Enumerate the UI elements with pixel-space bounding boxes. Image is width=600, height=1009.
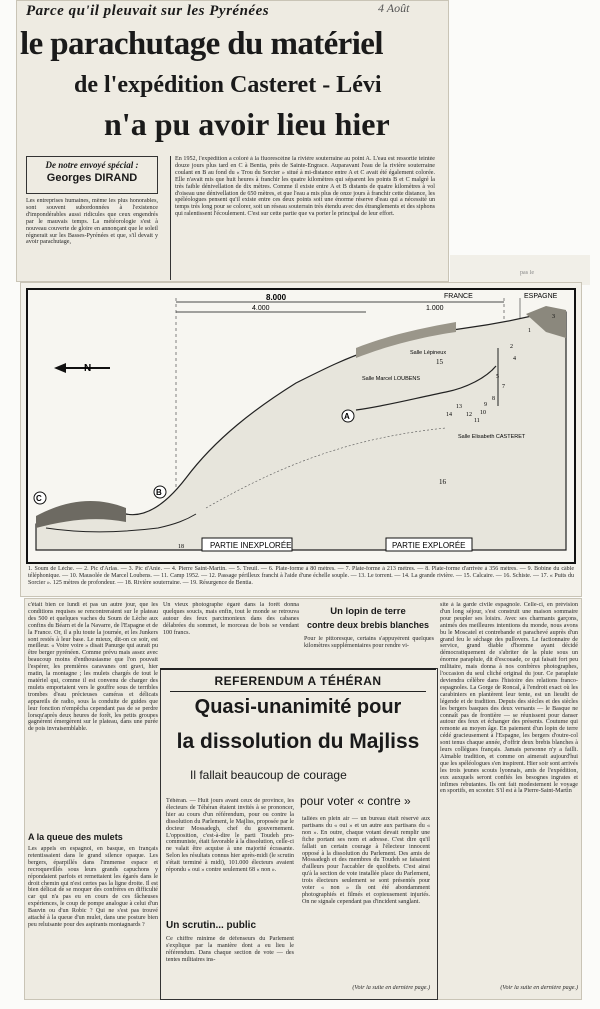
column-4-continued: (Voir la suite en dernière page.) [500,985,578,991]
column-1: c'était bien ce lundi et pas un autre jour, que les conditions requises se rencontreraient sur le plateau des 500 et quelques vaches du Soum de Lèche aux confins du Béarn et de la Navarre, de l'Espagne et de la France. Or, il a plu toute la journée, et les Junkers sont restés à leur base. Le mieux, dit-on ce soir, est meilleur. « Voire voire » disait Panurge qui aurait pu être berger pyrénéen. Comme prévu mais assez avec beaucoup moins d'enthousiasme que l'on pouvait l'espérer, les premières caravanes ont gravi, hier matin, la montagne ; les mulets chargés de tout le matériel qui, comme il est convenu de charger des mulets emportaient vers le gouffre sous de terribles trombes d'eau précieuses caméras et délicats appareils de radio, sous la conduite de guides que leur fonction n'empêcha cependant pas de se perdre lorsqu'après deux heures de forêt, les petits groupes gagnèrent émergèrent sur le plateau, dans une purée de pois invraisemblable. [28,602,158,733]
mid-subhead-1: Un lopin de terre [330,606,406,617]
num-11: 11 [474,418,480,424]
date-handwritten: 4 Août [378,1,410,15]
byline-label: De notre envoyé spécial : [45,160,139,170]
referendum-title-1: Quasi-unanimité pour [194,696,402,718]
point-c [34,492,46,504]
column-2-top: Un vieux photographe égaré dans la forêt donna quelques soucis, mais enfin, tout le monde se retrouva autour des feux parcimonieux dans des cabanes délabrées du sommet, le morceau de bois se vendant 100 francs. [163,602,299,636]
referendum-deck-1: Il fallait beaucoup de courage [190,768,347,782]
kicker: Parce qu'il pleuvait sur les Pyrénées [26,3,270,19]
num-16: 16 [439,478,446,486]
explored-label: PARTIE EXPLORÉE [392,541,466,550]
headline-line-2: de l'expédition Casteret - Lévi [74,72,382,98]
referendum-title-2: la dissolution du Majliss [176,730,420,753]
svg-text:N: N [84,363,92,374]
referendum-col-a2: Ce chiffre minime de défenseurs du Parlement s'explique par la manière dont a eu lieu le référendum. Dans chaque section de vote — des tentes militaires ins- [166,936,294,963]
referendum-kicker-rule [170,691,426,692]
country-france: FRANCE [444,293,473,300]
num-9: 9 [484,402,487,408]
label-casteret: Salle Elisabeth CASTERET [458,434,526,440]
mid-text: Pour le pittoresque, certains s'appuyèrent quelques kilomètres supplémentaires pour rendre vi- [304,636,434,649]
dist-right: 1.000 [426,305,444,312]
byline-name: Georges DIRAND [46,172,138,184]
num-12: 12 [466,412,472,418]
num-14: 14 [446,412,452,418]
referendum-col-b: tallées en plein air — un bureau était réservé aux partisans du « oui » et un autre aux partisans du « non ». En outre, chaque votant devait remplir une fiche portant ses nom et adresse. C'est dire qu'il fallait un certain courage à l'électeur innocent opposé à la dissolution du Parlement. Des amis de Mossadegh et des membres du Toudeh se faisaient d'ailleurs pour l'accabler de quolibets. C'est ainsi qu'à la section de vote installée place du Parlement, trois électeurs seulement se sont présentés pour voter « non » ils ont été abondamment photographiés et filmés et copieusement injuriés. On ne signale cependant pas d'incident sanglant. [302,816,430,905]
map-legend: 1. Soum de Lèche. — 2. Pic d'Arlas. — 3. Pic d'Anie. — 4. Pierre Saint-Martin. — 5. Treuil. — 6. Plate-forme à 80 mètres. — 7. Plate-forme à 213 mètres. — 8. Plate-forme d'arrivée à 356 mètres. — 9. Bobine du câble téléphonique. — 10. Mausolée de Marcel Loubens. — 11. Camp 1952. — 12. Passage périlleux franchi à l'aide d'une échelle souple. — 13. Le torrent. — 14. La grande rivière. — 15. Calcaire. — 16. Schiste. — 17. « Puits du Sorcier ». 125 mètres de profondeur. — 18. Rivière souterraine. — 19. Résurgence de Bentia. [28,566,574,587]
dist-mid: 4.000 [252,305,270,312]
headline-line-3: n'a pu avoir lieu hier [104,106,390,142]
headline-line-1: le parachutage du matériel [20,26,383,62]
label-loubens: Salle Marcel LOUBENS [362,376,421,382]
num-2: 2 [510,344,513,350]
adjacent-snippet: pas le [520,270,535,276]
referendum-deck-2: pour voter « contre » [300,794,411,808]
column-4: site à la garde civile espagnole. Celle-ci, en prévision d'un long séjour, s'est construit une maison sommaire pour peupler ses loisirs. Avec ses charmants garçons, animés des meilleures intentions du monde, nous avons bu le Moscatel et contrebande et parachevé auprès d'un grand feu le séchage des pullovers. Le factionnaire de service, grand diable d'homme ayant décidé démocratiquement de s'abriter de la pluie sous un énorme parapluie, dit d'escouade, ce qui faisait fort peu militaire, mais donna à nos confrères photographes, l'occasion du seul cliché original du jour. Ce parapluie deviendra célèbre dans l'histoire des relations franco-espagnoles. La Gorge de Roncal, à l'endroit exact où les carabiniers en plantèrent leur tente, est un lieudit de légende et de tradition. Depuis des siècles et des siècles les bergers basques des deux versants — le Basque ne connaît pas de frontière — se réunissent pour danser autour des feux et échanger des présents. Coutume qui remonte au moyen âge. En paiement d'un lopin de terre cédé gracieusement à l'Espagne, les bergers d'outre-col sont tenus chaque année, d'offrir deux brebis blanches à leurs collègues français. Jamais personne n'y a failli. Aimable tradition, et comme on aimerait aujourd'hui que les spéléologues s'en inspirent. Hier soir sont arrivés les trois jeunes scouts lyonnais, amis de l'expédition, eux auxquels seront confiés les besognes ingrates et infimes rebutantes. Ils ont fait modestement le voyage en sportifs, en scooter. S'il est à la Pierre-Saint-Martin [440,602,578,795]
num-18: 18 [178,544,184,550]
byline-box [26,156,158,194]
referendum-top-rule [160,668,436,670]
referendum-kicker: REFERENDUM A TÉHÉRAN [214,674,382,688]
svg-text:C: C [36,494,42,503]
intro-text: En 1952, l'expédition a coloré à la fluorescéine la rivière souterraine au point A. L'eau est ressortie teintée douze jours plus tard en C à Bentia, près de Sainte-Engrace. Auparavant l'eau de la rivière souterraine coulant en B au fond du « Trou du Sorcier » situé à mi-distance entre A et C avait été également colorée. Elle n'avait mis que huit heures à franchir les quatre kilomètres qui séparent les points B et C malgré la très faible dénivellation de dix mètres. Comme il existe entre A et B distants de quatre kilomètres à vol d'oiseau une dénivellation de 650 mètres, et que l'eau a mis plus de onze jours à franchir cette distance, les spéléologues pensent qu'il existe entre ces deux points soit une énorme réserve d'eau qui a nécessité un temps très long pour se colorer, soit un réseau souterrain très étendu avec des étranglements et des siphons qui ralentissent l'écoulement. C'est sur cette partie que va porter le principal de leur effort. [175,156,435,218]
num-3: 3 [552,314,555,320]
svg-text:A: A [344,412,350,421]
country-spain: ESPAGNE [524,293,558,300]
num-1: 1 [528,328,531,334]
intro-box [170,156,435,280]
referendum-col-a: Téhéran. — Huit jours avant ceux de province, les électeurs de Téhéran étaient invités à se prononcer, hier au cours d'un référendum, pour ou contre la dissolution du Parlement, le Majliss, proposée par le docteur Mossadegh, chef du gouvernement. L'opposition, c'est-à-dire le parti Toudeh pro-communiste, était favorable à la dissolution, celle-ci ne valait être acquise à une majorité écrasante. Selon les résultats connus hier après-midi (le scrutin s'était terminé à midi), 101.000 électeurs avaient répondu « oui » contre seulement 68 « non ». [166,798,294,874]
label-lepineux: Salle Lépineux [410,350,447,356]
num-8: 8 [492,396,495,402]
lead-column: Les entreprises humaines, même les plus honorables, sont souvent subordonnées à l'existence d'impondérables aussi ridicules que ceux engendrés par le mauvais temps. La météorologie s'est à nouveau couverte de gloire en annonçant que le soleil régnerait sur les Basses-Pyrénées et que, s'il devait y avoir parachutage, [26,198,158,246]
point-b [154,486,166,498]
num-7: 7 [502,384,505,390]
num-13: 13 [456,404,462,410]
dist-top: 8.000 [266,293,287,302]
num-10: 10 [480,410,486,416]
referendum-col-a-subhead: Un scrutin... public [166,920,257,931]
num-15: 15 [436,358,443,366]
column-1-subhead: A la queue des mulets [28,832,123,842]
column-1b: Les appels en espagnol, en basque, en français retentissaient dans le grand silence opaque. Les bergers, éparpillés dans l'immense espace et recroquevillés sous leurs grands capuchons y répondaient parfois et remettaient les égarés dans le droit chemin qui n'est certes pas la ligne droite. Il est bien délicat de se moquer des confrères en difficulté car qui n'a pas eu en cours de ces fâcheuses expériences, le coup de pompe analogue à celui d'un Bauvin ou d'un Robic ? Qui ne s'est pas trouvé attaché à la queue d'un mulet, dans une posture bien peu reluisante pour des aspirants montagnards ? [28,846,158,928]
num-5: 5 [496,374,499,380]
cave-map [26,288,576,564]
unexplored-label: PARTIE INEXPLORÉE [210,541,292,550]
num-4: 4 [513,356,516,362]
svg-text:B: B [156,488,162,497]
mid-subhead-2: contre deux brebis blanches [306,620,430,630]
point-a [342,410,354,422]
referendum-col-b-continued: (Voir la suite en dernière page.) [352,985,430,991]
